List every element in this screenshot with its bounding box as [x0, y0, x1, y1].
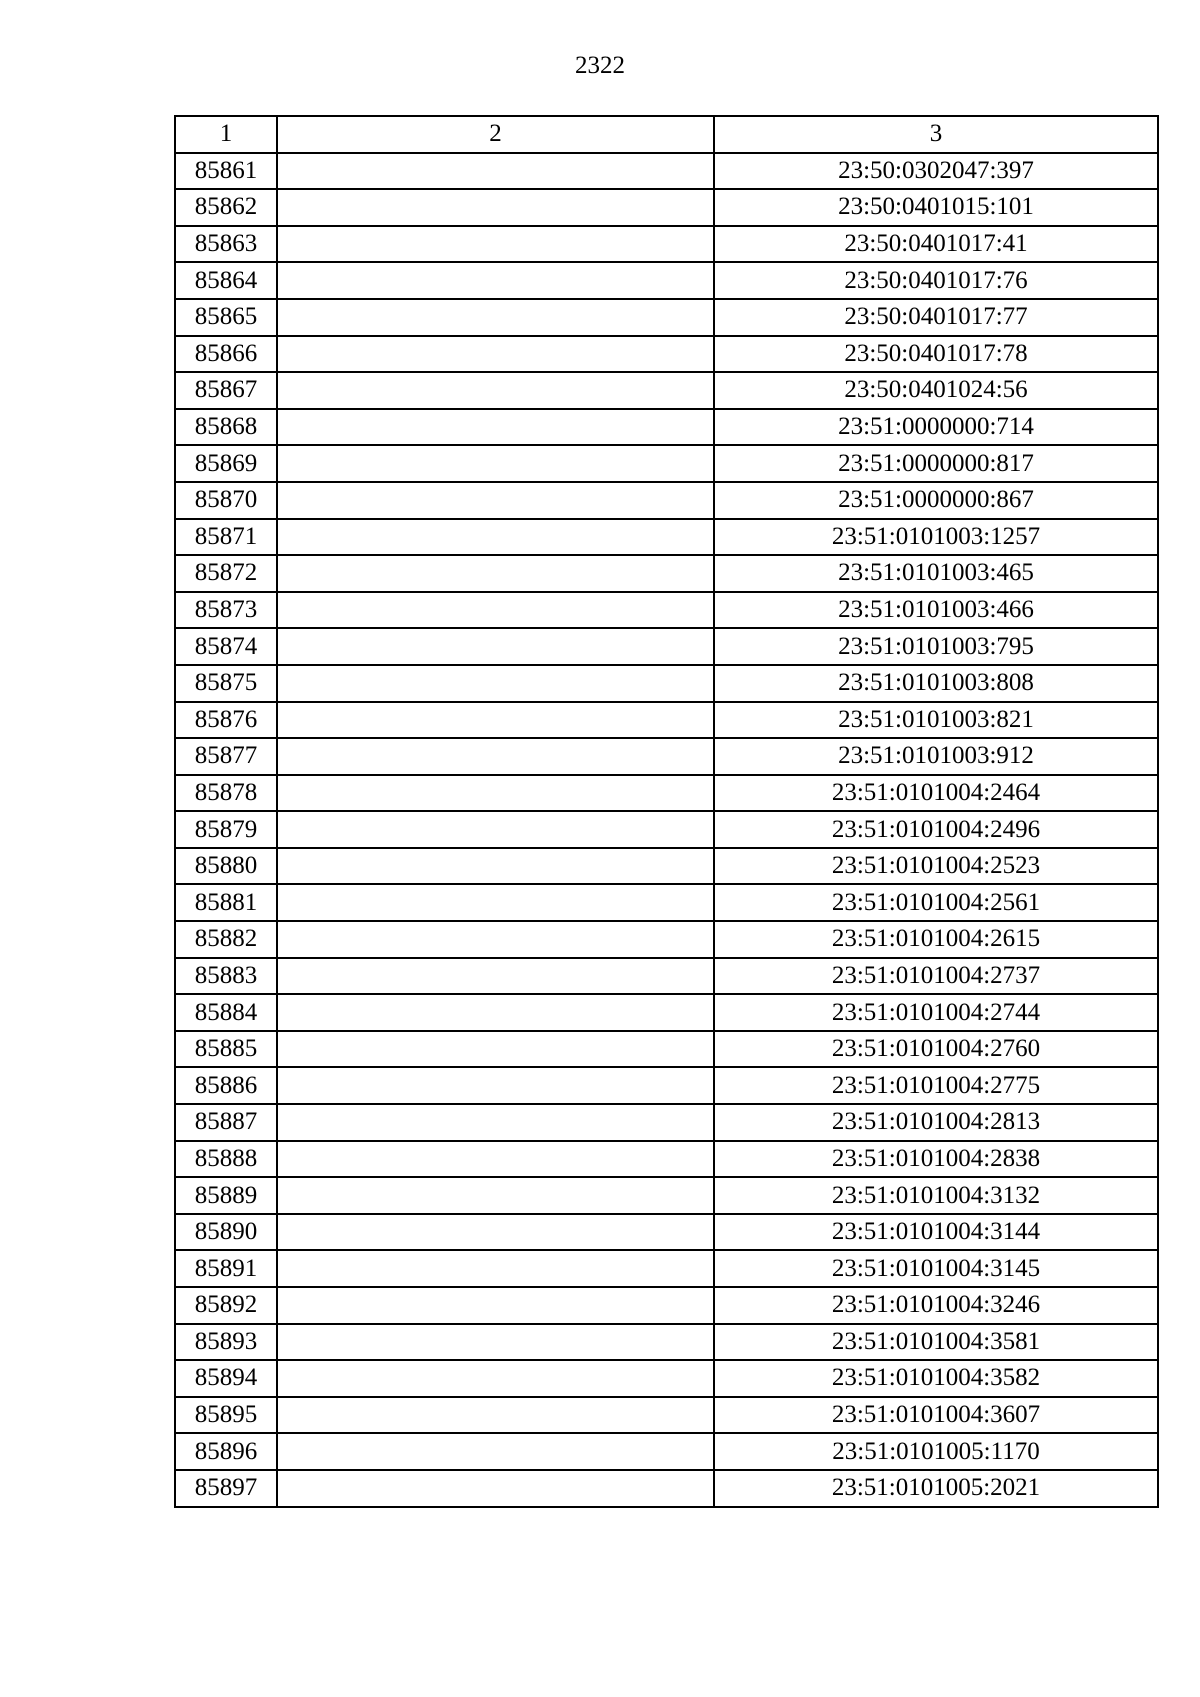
table-row: [175, 592, 1158, 629]
table-cell: 23:51:0101004:2615: [714, 921, 1158, 958]
table-cell: [277, 226, 714, 263]
table-cell: [277, 1287, 714, 1324]
table-cell: 85896: [175, 1433, 277, 1470]
table-row: [175, 848, 1158, 885]
table-body: [175, 153, 1158, 1507]
table-cell: 85888: [175, 1141, 277, 1178]
table-cell: [277, 1104, 714, 1141]
table-cell: 85879: [175, 811, 277, 848]
table-row: [175, 702, 1158, 739]
table-cell: [277, 189, 714, 226]
table-row: [175, 1287, 1158, 1324]
table-cell: [277, 738, 714, 775]
table-cell: 23:51:0101005:1170: [714, 1433, 1158, 1470]
table-cell: [277, 555, 714, 592]
table-row: [175, 958, 1158, 995]
table-cell: [277, 1141, 714, 1178]
table-cell: [277, 1250, 714, 1287]
page-number: 2322: [575, 52, 625, 79]
table-row: [175, 226, 1158, 263]
table-cell: 85882: [175, 921, 277, 958]
table-header-row: [175, 116, 1158, 153]
table-row: [175, 665, 1158, 702]
table-cell: [277, 1470, 714, 1507]
table-cell: [277, 592, 714, 629]
table-cell: [277, 811, 714, 848]
table-cell: 85866: [175, 336, 277, 373]
table-cell: 85872: [175, 555, 277, 592]
table-cell: 85862: [175, 189, 277, 226]
table-row: [175, 921, 1158, 958]
table-cell: 23:50:0401024:56: [714, 372, 1158, 409]
table-cell: 85869: [175, 445, 277, 482]
table-row: [175, 445, 1158, 482]
table-cell: [277, 482, 714, 519]
table-cell: 23:51:0101004:3144: [714, 1214, 1158, 1251]
table-cell: 23:51:0101005:2021: [714, 1470, 1158, 1507]
column-header: 3: [714, 116, 1158, 153]
table-row: [175, 628, 1158, 665]
table-cell: [277, 848, 714, 885]
table-cell: 85878: [175, 775, 277, 812]
table-cell: 85867: [175, 372, 277, 409]
table-cell: 23:51:0101003:1257: [714, 519, 1158, 556]
table-cell: 85865: [175, 299, 277, 336]
table-cell: 23:51:0101004:2760: [714, 1031, 1158, 1068]
table-row: [175, 1177, 1158, 1214]
table-row: [175, 482, 1158, 519]
table-cell: 23:51:0101004:3246: [714, 1287, 1158, 1324]
table-cell: 85889: [175, 1177, 277, 1214]
table-cell: [277, 958, 714, 995]
table-cell: 23:51:0101003:465: [714, 555, 1158, 592]
table-cell: 85886: [175, 1067, 277, 1104]
table-cell: 85894: [175, 1360, 277, 1397]
table-row: [175, 336, 1158, 373]
table-cell: 23:51:0000000:714: [714, 409, 1158, 446]
table-cell: 23:51:0101004:2496: [714, 811, 1158, 848]
table-cell: 85890: [175, 1214, 277, 1251]
table-cell: 85873: [175, 592, 277, 629]
table-cell: 85877: [175, 738, 277, 775]
table-row: [175, 811, 1158, 848]
table-cell: [277, 1433, 714, 1470]
table-cell: 23:51:0101003:808: [714, 665, 1158, 702]
table-cell: 23:51:0101004:3145: [714, 1250, 1158, 1287]
table-row: [175, 1433, 1158, 1470]
table-cell: 85897: [175, 1470, 277, 1507]
table-cell: [277, 409, 714, 446]
table-cell: 23:51:0000000:867: [714, 482, 1158, 519]
table-cell: [277, 1177, 714, 1214]
table-cell: [277, 628, 714, 665]
table-cell: 23:50:0401017:41: [714, 226, 1158, 263]
table-cell: 23:51:0101004:2561: [714, 884, 1158, 921]
table-cell: 85864: [175, 262, 277, 299]
table-cell: [277, 262, 714, 299]
table-row: [175, 262, 1158, 299]
table-cell: 85880: [175, 848, 277, 885]
table-cell: 85893: [175, 1324, 277, 1361]
table-cell: [277, 1324, 714, 1361]
table-cell: [277, 994, 714, 1031]
table-row: [175, 1250, 1158, 1287]
table-cell: 23:51:0101003:821: [714, 702, 1158, 739]
table-cell: 85895: [175, 1397, 277, 1434]
table-cell: [277, 1031, 714, 1068]
table-cell: [277, 299, 714, 336]
table-row: [175, 1067, 1158, 1104]
table-cell: 23:50:0401017:78: [714, 336, 1158, 373]
table-row: [175, 1360, 1158, 1397]
table-cell: 23:51:0101004:2813: [714, 1104, 1158, 1141]
table-row: [175, 1324, 1158, 1361]
table-cell: 85881: [175, 884, 277, 921]
table-cell: 85885: [175, 1031, 277, 1068]
table-cell: 23:51:0101004:2744: [714, 994, 1158, 1031]
table-cell: 23:51:0101004:2464: [714, 775, 1158, 812]
table-row: [175, 1141, 1158, 1178]
table-cell: [277, 519, 714, 556]
table-cell: 85874: [175, 628, 277, 665]
table-cell: [277, 336, 714, 373]
table-row: [175, 994, 1158, 1031]
table-cell: 23:51:0101004:2737: [714, 958, 1158, 995]
table-cell: 23:51:0101003:795: [714, 628, 1158, 665]
table-row: [175, 775, 1158, 812]
table-cell: 23:50:0401017:77: [714, 299, 1158, 336]
table-cell: 23:51:0101004:3607: [714, 1397, 1158, 1434]
table-cell: 23:51:0101004:3581: [714, 1324, 1158, 1361]
table-cell: 23:51:0101003:466: [714, 592, 1158, 629]
column-header: 2: [277, 116, 714, 153]
table-cell: 23:51:0101004:3582: [714, 1360, 1158, 1397]
table-cell: [277, 1214, 714, 1251]
table-cell: 85870: [175, 482, 277, 519]
table-cell: 23:51:0101004:2838: [714, 1141, 1158, 1178]
table-cell: [277, 1360, 714, 1397]
table-cell: 23:50:0302047:397: [714, 153, 1158, 190]
table-cell: 85887: [175, 1104, 277, 1141]
table-row: [175, 409, 1158, 446]
table-cell: [277, 1067, 714, 1104]
data-table: [174, 115, 1159, 1508]
table-cell: 23:51:0101003:912: [714, 738, 1158, 775]
table-row: [175, 1031, 1158, 1068]
table-cell: 85863: [175, 226, 277, 263]
table-cell: [277, 372, 714, 409]
table-cell: [277, 153, 714, 190]
table-cell: 85883: [175, 958, 277, 995]
table-row: [175, 299, 1158, 336]
column-header: 1: [175, 116, 277, 153]
table-cell: [277, 445, 714, 482]
table-cell: 85871: [175, 519, 277, 556]
table-row: [175, 1104, 1158, 1141]
table-row: [175, 372, 1158, 409]
table-cell: 85861: [175, 153, 277, 190]
table-cell: 23:51:0101004:2775: [714, 1067, 1158, 1104]
table-cell: 23:51:0101004:2523: [714, 848, 1158, 885]
table-row: [175, 189, 1158, 226]
table-row: [175, 153, 1158, 190]
table-cell: [277, 775, 714, 812]
table-cell: [277, 921, 714, 958]
table-row: [175, 884, 1158, 921]
table-row: [175, 1470, 1158, 1507]
table-cell: [277, 884, 714, 921]
table-row: [175, 555, 1158, 592]
table-cell: [277, 1397, 714, 1434]
table-cell: [277, 702, 714, 739]
table-cell: [277, 665, 714, 702]
table-cell: 85891: [175, 1250, 277, 1287]
table-row: [175, 738, 1158, 775]
table-cell: 85875: [175, 665, 277, 702]
table-cell: 23:51:0101004:3132: [714, 1177, 1158, 1214]
table-cell: 23:50:0401015:101: [714, 189, 1158, 226]
table-row: [175, 519, 1158, 556]
table-cell: 85884: [175, 994, 277, 1031]
table-cell: 85892: [175, 1287, 277, 1324]
table-cell: 85876: [175, 702, 277, 739]
table-cell: 23:51:0000000:817: [714, 445, 1158, 482]
table-cell: 23:50:0401017:76: [714, 262, 1158, 299]
table-row: [175, 1397, 1158, 1434]
table-cell: 85868: [175, 409, 277, 446]
table-row: [175, 1214, 1158, 1251]
